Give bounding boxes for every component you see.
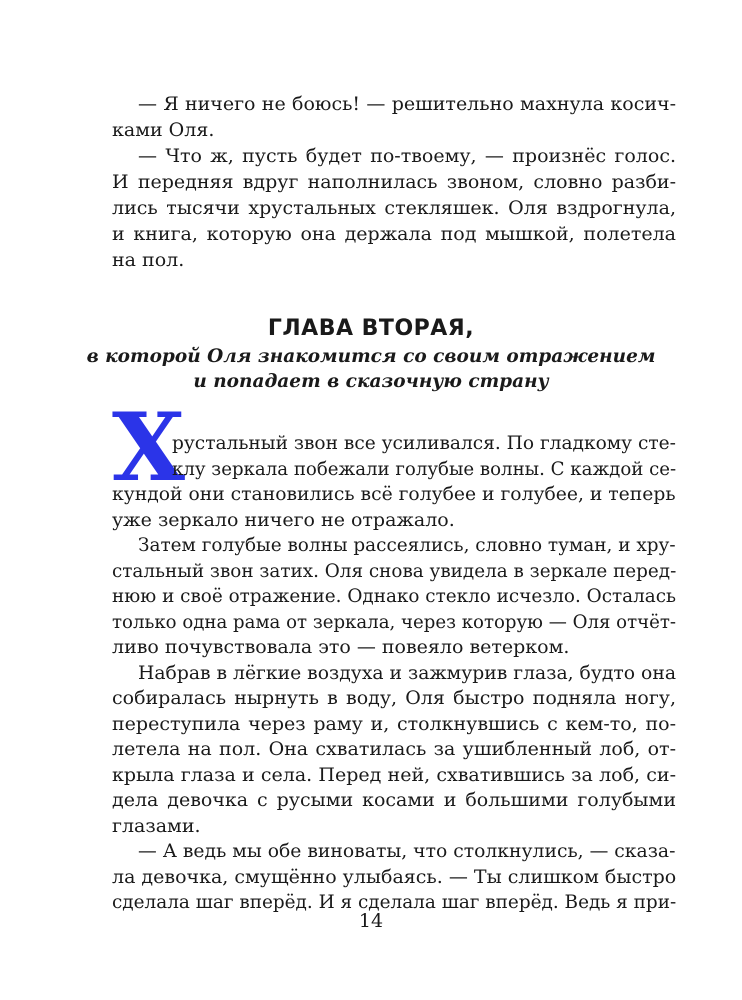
chapter-subtitle-line-2: и попадает в сказочную страну	[193, 371, 549, 392]
chapter-title: ГЛАВА ВТОРАЯ,	[267, 316, 475, 341]
page-number: 14	[358, 910, 384, 932]
drop-cap-letter: Х	[112, 393, 185, 503]
chapter-subtitle-line-1: в которой Оля знакомится со своим отражением	[86, 346, 656, 367]
